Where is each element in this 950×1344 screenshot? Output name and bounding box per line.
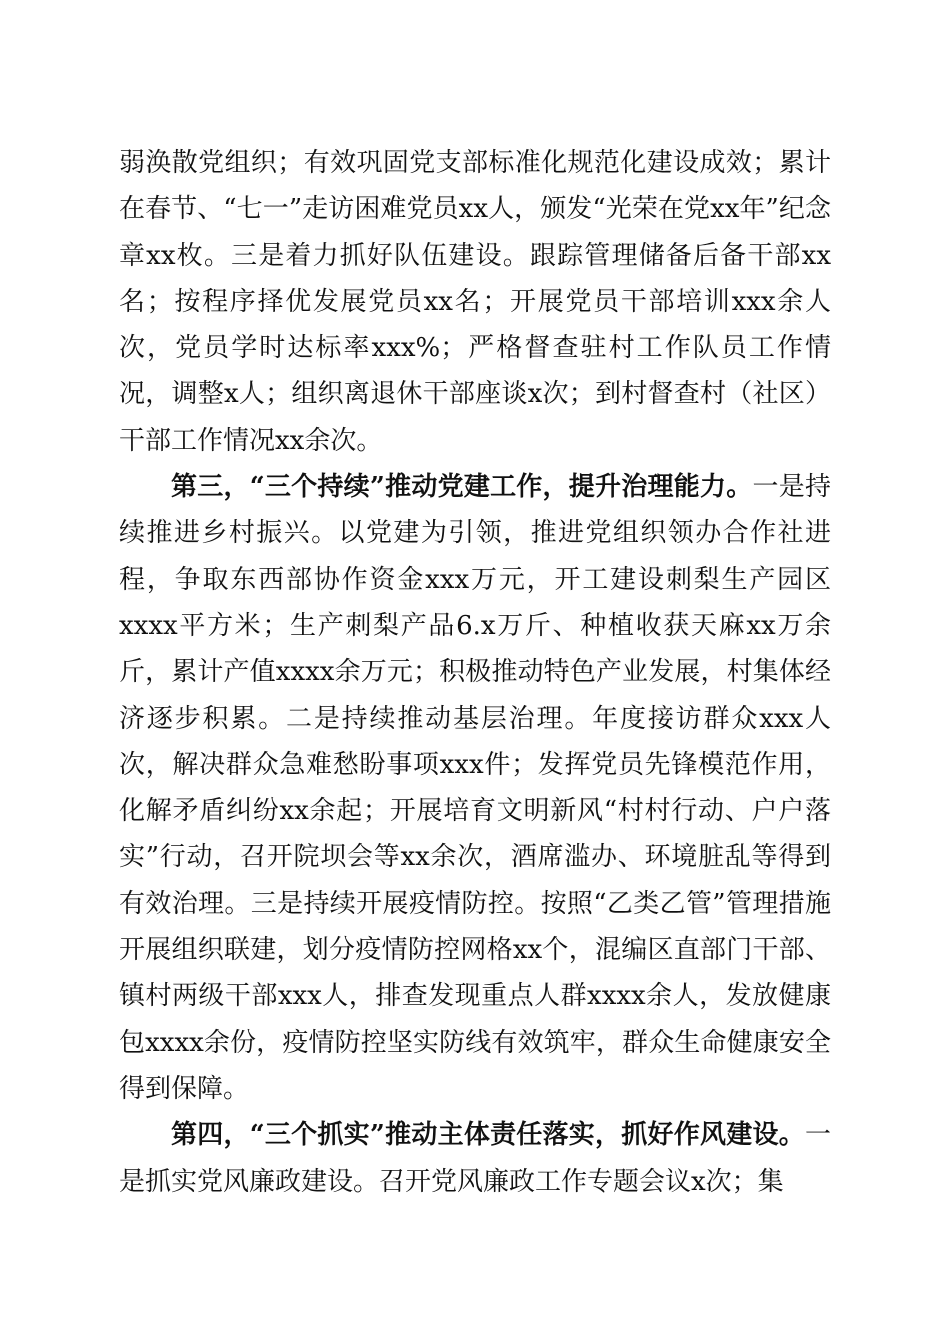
paragraph-2-heading: 第三，“三个持续”推动党建工作，提升治理能力。: [171, 472, 753, 503]
paragraph-3: [119, 1112, 831, 1205]
paragraph-1-text: 弱涣散党组织；有效巩固党支部标准化规范化建设成效；累计在春节、“七一”走访困难党员xx人，颁发“光荣在党xx年”纪念章xx枚。三是着力抓好队伍建设。跟踪管理储备后备干部xx名；按程序择优发展党员xx名；开展党员干部培训xxx余人次，党员学时达标率xxx%；严格督查驻村工作队员工作情况，调整x人；组织离退休干部座谈x次；到村督查村（社区）干部工作情况xx余次。: [119, 148, 831, 456]
paragraph-2: [119, 464, 831, 1112]
document-body: [119, 140, 831, 1205]
paragraph-3-text: 一是抓实党风廉政建设。召开党风廉政工作专题会议x次；集: [119, 1120, 831, 1197]
paragraph-1: [119, 140, 831, 464]
paragraph-3-heading: 第四，“三个抓实”推动主体责任落实，抓好作风建设。: [171, 1120, 805, 1151]
paragraph-2-text: 一是持续推进乡村振兴。以党建为引领，推进党组织领办合作社进程，争取东西部协作资金xxx万元，开工建设刺梨生产园区xxxx平方米；生产刺梨产品6.x万斤、种植收获天麻xx万余斤，累计产值xxxx余万元；积极推动特色产业发展，村集体经济逐步积累。二是持续推动基层治理。年度接访群众xxx人次，解决群众急难愁盼事项xxx件；发挥党员先锋模范作用，化解矛盾纠纷xx余起；开展培育文明新风“村村行动、户户落实”行动，召开院坝会等xx余次，酒席滥办、环境脏乱等得到有效治理。三是持续开展疫情防控。按照“乙类乙管”管理措施开展组织联建，划分疫情防控网格xx个，混编区直部门干部、镇村两级干部xxx人，排查发现重点人群xxxx余人，发放健康包xxxx余份，疫情防控坚实防线有效筑牢，群众生命健康安全得到保障。: [119, 472, 831, 1104]
